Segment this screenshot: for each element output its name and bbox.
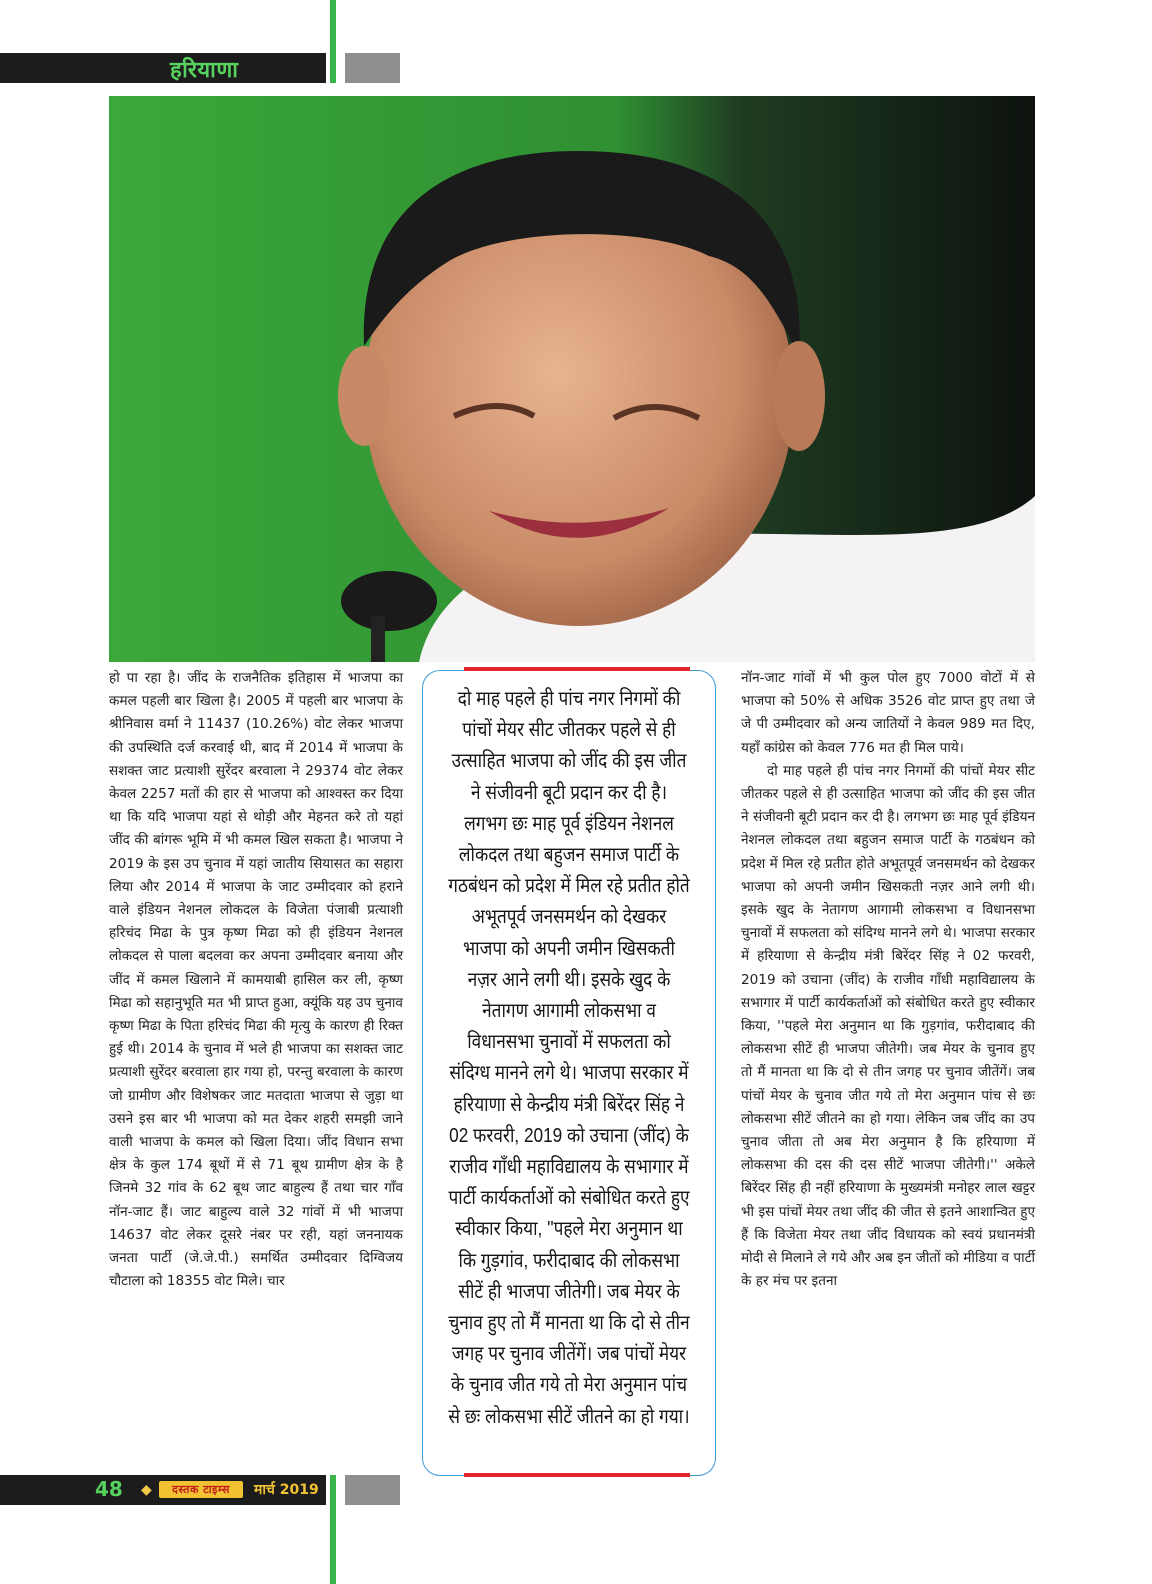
right-column-paragraph-1: नॉन-जाट गांवों में भी कुल पोल हुए 7000 वोटों में से भाजपा को 50% से अधिक 3526 वोट प्राप्त हुए तथा जे जे पी उम्मीदवार को अन्य जातियों ने केवल 989 मत दिए, यहाँ कांग्रेस को केवल 776 मत ही मिल पाये। xyxy=(741,670,1035,756)
header-grey-block xyxy=(345,53,400,83)
page-number: 48 xyxy=(95,1477,123,1501)
pull-quote-bottom-rule xyxy=(464,1473,690,1477)
article-right-column xyxy=(741,667,1035,1293)
top-green-rule xyxy=(330,0,336,83)
section-title: हरियाणा xyxy=(170,58,239,83)
left-column-text: हो पा रहा है। जींद के राजनैतिक इतिहास में भाजपा का कमल पहली बार खिला है। 2005 में पहली बार भाजपा के श्रीनिवास वर्मा ने 11437 (10.26%) वोट लेकर भाजपा की उपस्थिति दर्ज करवाई थी, बाद में 2014 में भाजपा के सशक्त जाट प्रत्याशी सुरेंदर बरवाला ने 29374 वोट लेकर केवल 2257 मतों की हार से भाजपा को आश्वस्त कर दिया था कि यदि भाजपा यहां से थोड़ी और मेहनत करे तो यहां जींद की बांगरू भूमि में भी कमल खिल सकता है। भाजपा ने 2019 के इस उप चुनाव में यहां जातीय सियासत का सहारा लिया और 2014 में भाजपा के जाट उम्मीदवार को हराने वाले इंडियन नेशनल लोकदल के विजेता पंजाबी प्रत्याशी हरिचंद मिढा के पुत्र कृष्ण मिढा को ही इंडियन नेशनल लोकदल से पाला बदलवा कर अपना उम्मीदवार बनाया और जींद में कमल खिलाने में कामयाबी हासिल कर ली, कृष्ण मिढा को सहानुभूति मत भी प्राप्त हुआ, क्यूंकि यह उप चुनाव कृष्ण मिढा के पिता हरिचंद मिढा की मृत्यु के कारण ही रिक्त हुई थी। 2014 के चुनाव में भले ही भाजपा का सशक्त जाट प्रत्याशी सुरेंदर बरवाला हार गया हो, परन्तु बरवाला के कारण जो ग्रामीण और विशेषकर जाट मतदाता भाजपा से जुड़ा था उसने इस बार भी भाजपा को मत देकर शहरी समझी जाने वाली भाजपा के कमल को खिला दिया। जींद विधान सभा क्षेत्र के कुल 174 बूथों में से 71 बूथ ग्रामीण क्षेत्र के है जिनमे 32 गांव के 62 बूथ जाट बाहुल्य हैं तथा चार गाँव नॉन-जाट हैं। जाट बाहुल्य वाले 32 गांवों में भी भाजपा 14637 वोट लेकर दूसरे नंबर पर रही, यहां जननायक जनता पार्टी (जे.जे.पी.) समर्थित उम्मीदवार दिग्विजय चौटाला को 18355 वोट मिले। चार xyxy=(109,670,403,1290)
article-left-column xyxy=(109,667,403,1293)
bottom-green-rule xyxy=(330,1475,336,1584)
footer-grey-block xyxy=(345,1475,400,1505)
pull-quote-top-rule xyxy=(464,667,690,671)
article-photo xyxy=(109,96,1035,662)
diamond-icon: ◆ xyxy=(141,1482,152,1498)
right-column-paragraph-2: दो माह पहले ही पांच नगर निगमों की पांचों मेयर सीट जीतकर पहले से ही उत्साहित भाजपा को जींद की इस जीत ने संजीवनी बूटी प्रदान कर दी है। लगभग छः माह पूर्व इंडियन नेशनल लोकदल तथा बहुजन समाज पार्टी के गठबंधन को प्रदेश में मिल रहे प्रतीत होते अभूतपूर्व जनसमर्थन को देखकर भाजपा को अपनी जमीन खिसकती नज़र आने लगी थी। इसके खुद के नेतागण आगामी लोकसभा व विधानसभा चुनावों में सफलता को संदिग्ध मानने लगे थे। भाजपा सरकार में हरियाणा से केन्द्रीय मंत्री बिरेंदर सिंह ने 02 फरवरी, 2019 को उचाना (जींद) के राजीव गाँधी महाविद्यालय के सभागार में पार्टी कार्यकर्ताओं को संबोधित करते हुए स्वीकार किया, ''पहले मेरा अनुमान था कि गुड़गांव, फरीदाबाद की लोकसभा सीटें ही भाजपा जीतेगी। जब मेयर के चुनाव हुए तो मैं मानता था कि दो से तीन जगह पर चुनाव जीतेंगें। जब पांचों मेयर के चुनाव जीत गये तो मेरा अनुमान पांच से छः लोकसभा सीटें जीतने का हो गया। लेकिन जब जींद का उप चुनाव जीता तो अब मेरा अनुमान है कि हरियाणा में लोकसभा की दस की दस सीटें भाजपा जीतेगी।'' अकेले बिरेंदर सिंह ही नहीं हरियाणा के मुख्यमंत्री मनोहर लाल खट्टर भी इस पांचों मेयर तथा जींद की जीत से इतने आशान्वित हुए हैं कि विजेता मेयर तथा जींद विधायक को स्वयं प्रधानमंत्री मोदी से मिलाने ले गये और अब इन जीतों को मीडिया व पार्टी के हर मंच पर इतना xyxy=(741,762,1035,1290)
section-header-bar xyxy=(0,53,326,83)
magazine-logo: दस्तक टाइम्स xyxy=(159,1481,243,1498)
pull-quote-text: दो माह पहले ही पांच नगर निगमों की पांचों मेयर सीट जीतकर पहले से ही उत्साहित भाजपा को जींद की इस जीत ने संजीवनी बूटी प्रदान कर दी है। लगभग छः माह पूर्व इंडियन नेशनल लोकदल तथा बहुजन समाज पार्टी के गठबंधन को प्रदेश में मिल रहे प्रतीत होते अभूतपूर्व जनसमर्थन को देखकर भाजपा को अपनी जमीन खिसकती नज़र आने लगी थी। इसके खुद के नेतागण आगामी लोकसभा व विधानसभा चुनावों में सफलता को संदिग्ध मानने लगे थे। भाजपा सरकार में हरियाणा से केन्द्रीय मंत्री बिरेंदर सिंह ने 02 फरवरी, 2019 को उचाना (जींद) के राजीव गाँधी महाविद्यालय के सभागार में पार्टी कार्यकर्ताओं को संबोधित करते हुए स्वीकार किया, ''पहले मेरा अनुमान था कि गुड़गांव, फरीदाबाद की लोकसभा सीटें ही भाजपा जीतेगी। जब मेयर के चुनाव हुए तो मैं मानता था कि दो से तीन जगह पर चुनाव जीतेंगें। जब पांचों मेयर के चुनाव जीत गये तो मेरा अनुमान पांच से छः लोकसभा सीटें जीतने का हो गया। xyxy=(448,688,690,1428)
issue-date: मार्च 2019 xyxy=(254,1482,319,1498)
